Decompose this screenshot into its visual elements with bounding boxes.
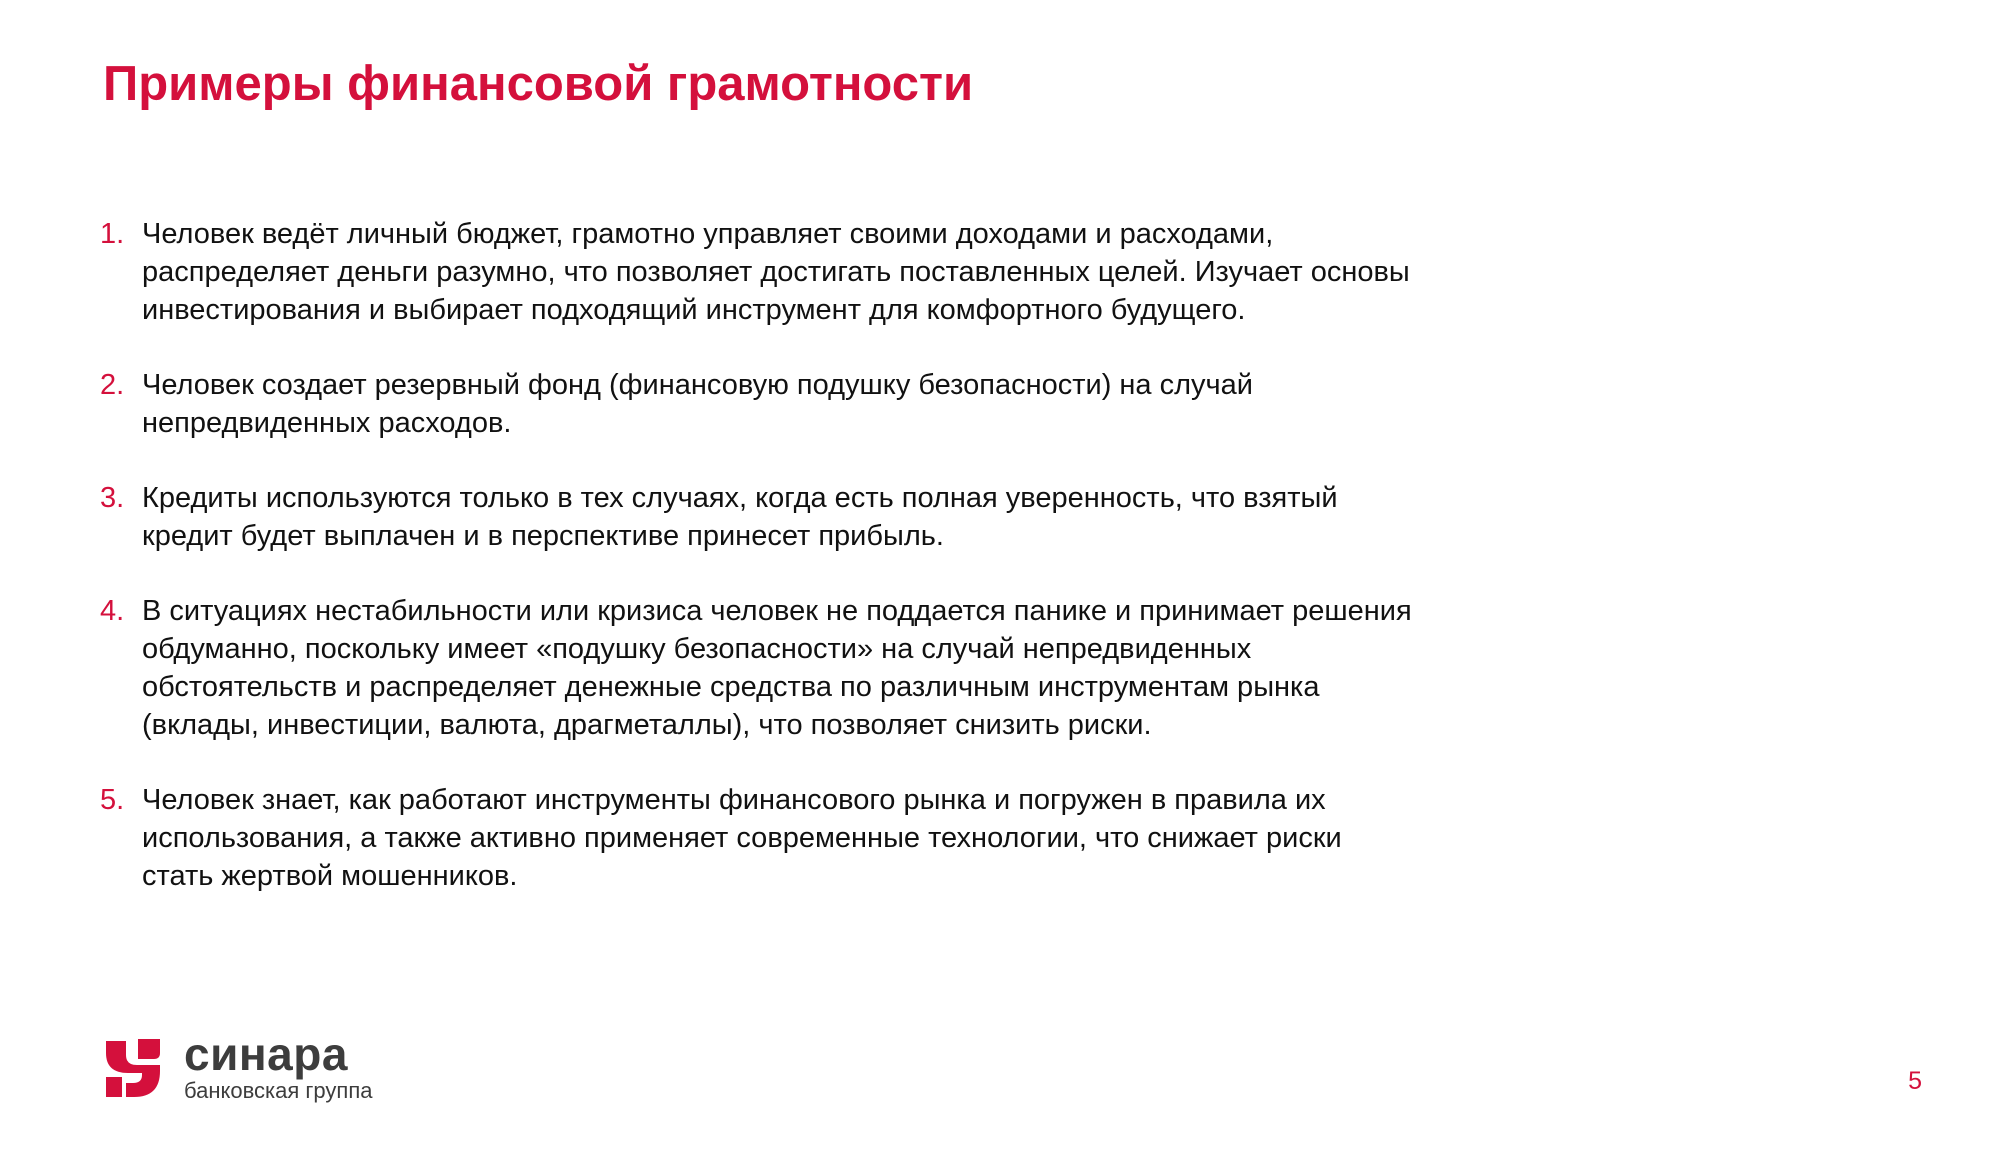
list-item-text: Человек ведёт личный бюджет, грамотно управляет своими доходами и расходами, распределяет деньги разумно, что позволяет достигать поставленных целей. Изучает основы инвестирования и выбирает подходящий инструмент для комфортного будущего. (142, 218, 1410, 326)
slide-title: Примеры финансовой грамотности (103, 57, 974, 111)
logo-text (184, 1028, 373, 1104)
list-item-number: 3. (100, 482, 125, 514)
list-item-number: 4. (100, 595, 125, 627)
list-item-number: 2. (100, 369, 125, 401)
logo-name: синара (184, 1028, 348, 1080)
list-item (100, 781, 1560, 895)
page-number: 5 (1908, 1067, 1922, 1095)
list-item (100, 215, 1560, 329)
sinara-logo (104, 1028, 373, 1104)
list-item-number: 5. (100, 784, 125, 816)
list-item-text: Кредиты используются только в тех случаях, когда есть полная уверенность, что взятый кредит будет выплачен и в перспективе принесет прибыль. (142, 482, 1338, 552)
list-item-text: Человек создает резервный фонд (финансовую подушку безопасности) на случай непредвиденных расходов. (142, 369, 1253, 439)
list-item (100, 592, 1560, 744)
sinara-logo-icon (104, 1037, 162, 1099)
list-item-text: Человек знает, как работают инструменты финансового рынка и погружен в правила их использования, а также активно применяет современные технологии, что снижает риски стать жертвой мошенников. (142, 784, 1342, 892)
list-item-number: 1. (100, 218, 125, 250)
examples-list (100, 215, 1560, 932)
logo-subtitle: банковская группа (184, 1078, 373, 1103)
list-item-text: В ситуациях нестабильности или кризиса человек не поддается панике и принимает решения обдуманно, поскольку имеет «подушку безопасности» на случай непредвиденных обстоятельств и распределяет денежные средства по различным инструментам рынка (вклады, инвестиции, валюта, драгметаллы), что позволяет снизить риски. (142, 595, 1412, 741)
list-item (100, 479, 1560, 555)
list-item (100, 366, 1560, 442)
